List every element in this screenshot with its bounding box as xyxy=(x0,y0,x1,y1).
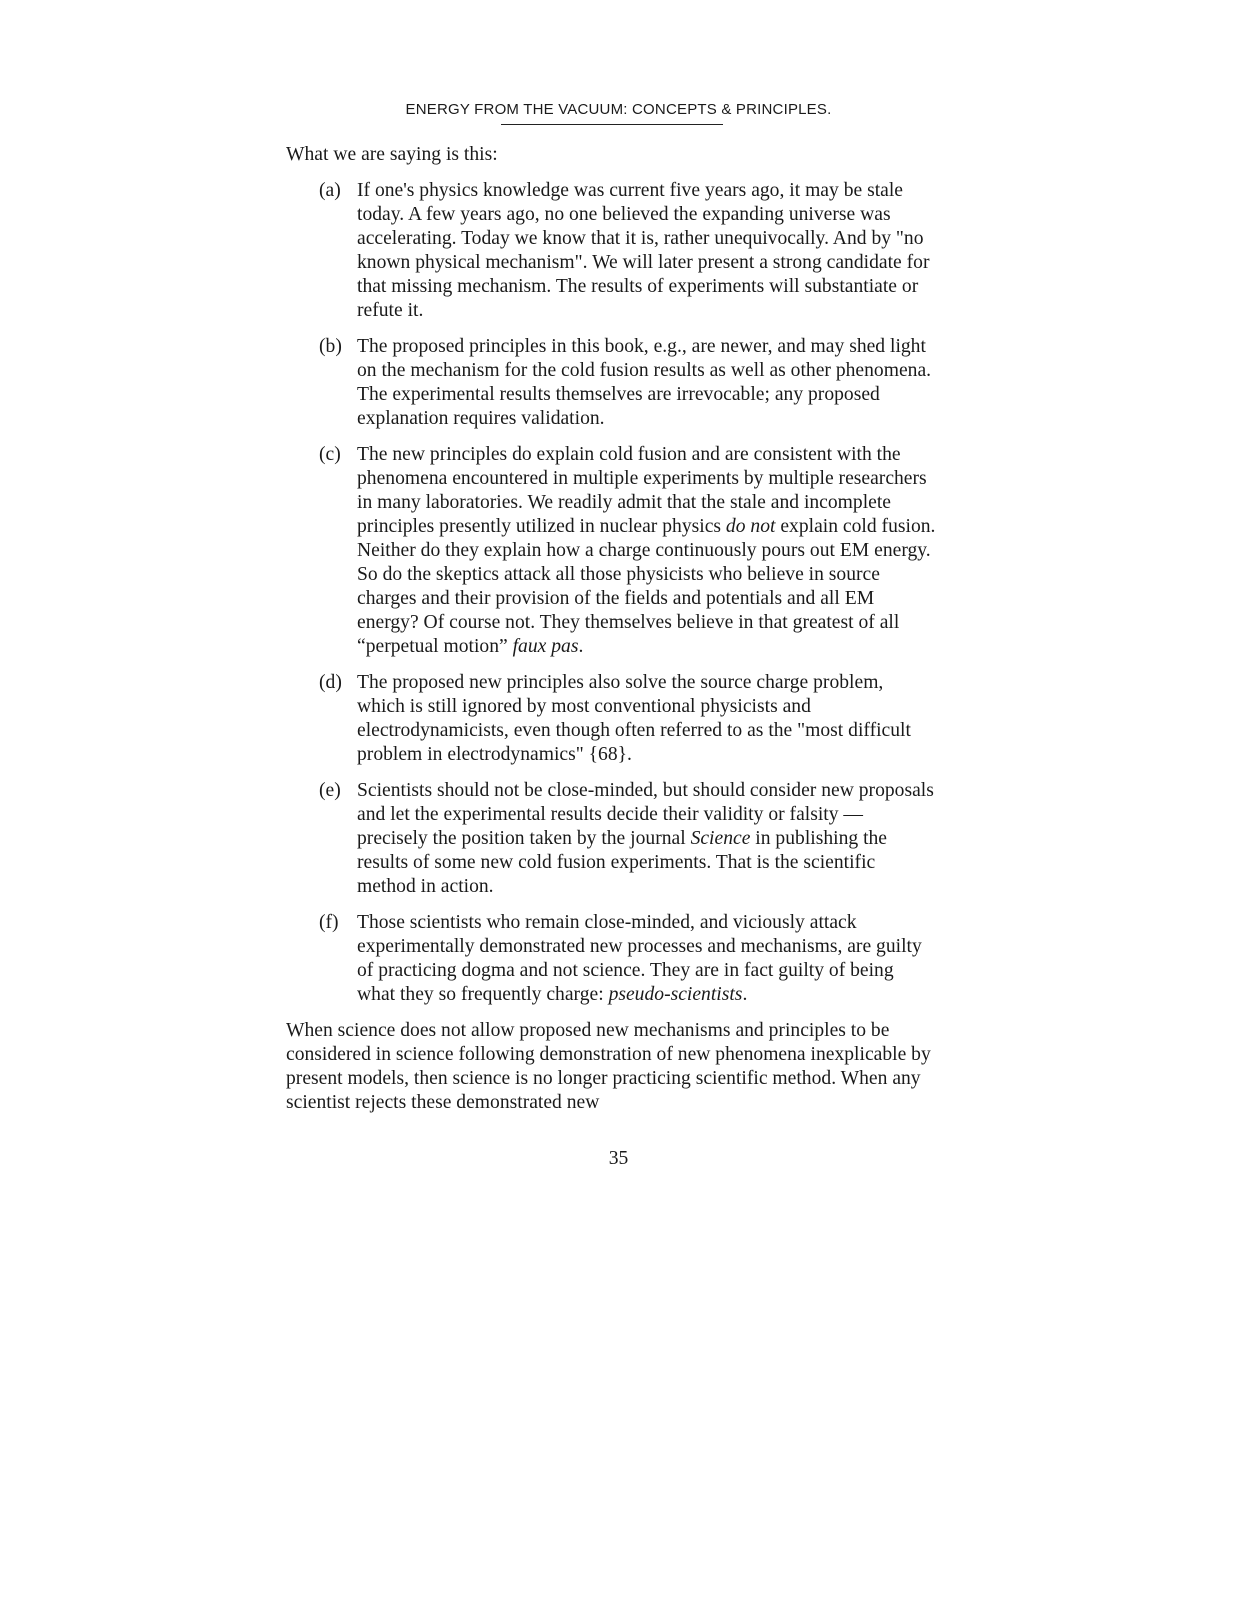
text-run: . xyxy=(578,636,584,657)
text-run: The new principles do explain cold fusion and are consistent with the phenomena encountered in multiple experiments by multiple researchers in many laboratories. We readily admit that the stale and incomplete principles presently utilized in nuclear physics xyxy=(357,444,927,537)
intro-paragraph: What we are saying is this: xyxy=(286,144,498,165)
page-number: 35 xyxy=(608,1148,629,1169)
list-item-text xyxy=(357,443,936,659)
list-marker: (e) xyxy=(319,780,341,801)
emphasis-science: Science xyxy=(690,828,751,849)
list-item xyxy=(286,335,936,431)
list-item xyxy=(286,179,936,323)
list-item xyxy=(286,911,936,1007)
list-marker: (f) xyxy=(319,912,339,933)
header-rule xyxy=(501,124,723,125)
page-body xyxy=(286,143,936,1115)
emphasis-do-not: do not xyxy=(725,516,776,537)
emphasis-pseudo-scientists: pseudo-scientists xyxy=(608,984,743,1005)
numbered-list xyxy=(286,179,936,1007)
emphasis-faux-pas: faux pas xyxy=(512,636,579,657)
text-run: . xyxy=(742,984,748,1005)
list-item-text xyxy=(357,911,936,1007)
list-item xyxy=(286,779,936,899)
text-run: Those scientists who remain close-minded, and viciously attack experimentally demonstrated new processes and mechanisms, are guilty of practicing dogma and not science. They are in fact guilty of being what they so frequently charge: xyxy=(357,912,922,1005)
running-head xyxy=(0,101,1237,118)
closing-paragraph: When science does not allow proposed new mechanisms and principles to be considered in science following demonstration of new phenomena inexplicable by present models, then science is no longer practicing scientific method. When any scientist rejects these demonstrated new xyxy=(286,1020,931,1113)
list-marker: (c) xyxy=(319,444,341,465)
text-run: explain cold fusion. Neither do they explain how a charge continuously pours out EM energy. So do the skeptics attack all those physicists who believe in source charges and their provision of the fields and potentials and all EM energy? Of course not. They themselves believe in that greatest of all “perpetual motion” xyxy=(357,516,936,657)
list-item-text: The proposed new principles also solve the source charge problem, which is still ignored by most conventional physicists and electrodynamicists, even though often referred to as the "most difficult problem in electrodynamics" {68}. xyxy=(357,672,911,765)
running-head-title: ENERGY FROM THE VACUUM: CONCEPTS & PRINCIPLES. xyxy=(405,101,832,118)
list-item-text: The proposed principles in this book, e.g., are newer, and may shed light on the mechanism for the cold fusion results as well as other phenomena. The experimental results themselves are irrevocable; any proposed explanation requires validation. xyxy=(357,336,932,429)
list-item-text xyxy=(357,779,936,899)
list-item xyxy=(286,671,936,767)
list-marker: (a) xyxy=(319,180,341,201)
list-item-text: If one's physics knowledge was current five years ago, it may be stale today. A few years ago, no one believed the expanding universe was accelerating. Today we know that it is, rather unequivocally. And by "no known physical mechanism". We will later present a strong candidate for that missing mechanism. The results of experiments will substantiate or refute it. xyxy=(357,180,930,321)
list-item xyxy=(286,443,936,659)
list-marker: (b) xyxy=(319,336,342,357)
text-run: in publishing the results of some new cold fusion experiments. That is the scientific method in action. xyxy=(357,828,888,897)
text-run: Scientists should not be close-minded, but should consider new proposals and let the experimental results decide their validity or falsity — precisely the position taken by the journal xyxy=(357,780,934,849)
list-marker: (d) xyxy=(319,672,342,693)
